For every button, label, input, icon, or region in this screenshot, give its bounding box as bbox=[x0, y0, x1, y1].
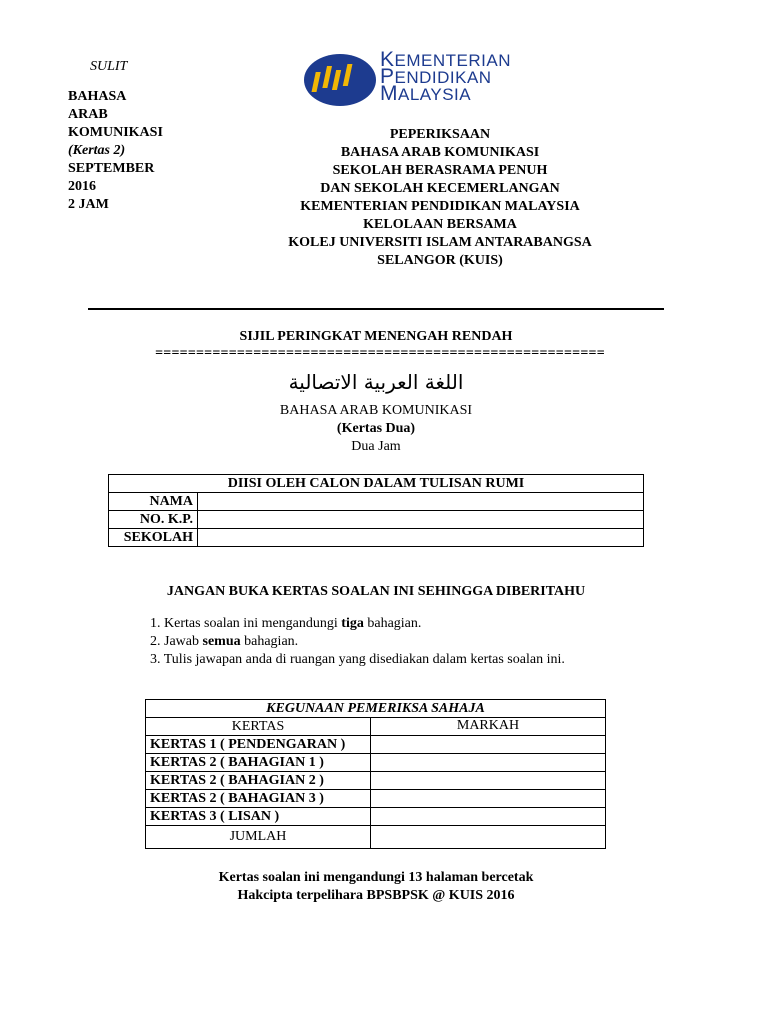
total-cell[interactable] bbox=[371, 826, 606, 849]
page-count: Kertas soalan ini mengandungi 13 halaman bercetak bbox=[218, 870, 534, 885]
mark-cell[interactable] bbox=[371, 754, 606, 772]
examiner-table bbox=[145, 699, 606, 849]
divider bbox=[88, 308, 664, 310]
paper-row-label: KERTAS 1 ( PENDENGARAN ) bbox=[146, 736, 371, 754]
warning-text: JANGAN BUKA KERTAS SOALAN INI SEHINGGA DIBERITAHU bbox=[166, 584, 586, 599]
ministry-logo-text: KEMENTERIAN PENDIDIKAN MALAYSIA bbox=[380, 48, 511, 105]
paper-name: (Kertas Dua) bbox=[336, 421, 416, 436]
footer bbox=[88, 869, 664, 905]
certificate-title: SIJIL PERINGKAT MENENGAH RENDAH bbox=[239, 329, 513, 344]
subject-block bbox=[88, 402, 664, 456]
col-markah-header: MARKAH bbox=[371, 718, 606, 736]
paper-info-line: 2016 bbox=[68, 179, 96, 194]
mark-cell[interactable] bbox=[371, 808, 606, 826]
paper-info-line: (Kertas 2) bbox=[68, 143, 126, 158]
mark-cell[interactable] bbox=[371, 772, 606, 790]
examiner-table-header: KEGUNAAN PEMERIKSA SAHAJA bbox=[146, 700, 606, 718]
equals-divider: ======================================================= bbox=[155, 346, 605, 361]
paper-row-label: KERTAS 3 ( LISAN ) bbox=[146, 808, 371, 826]
paper-info bbox=[68, 88, 163, 214]
instruction-item: 2. Jawab semua bahagian. bbox=[150, 634, 299, 649]
duration: Dua Jam bbox=[351, 439, 401, 454]
arabic-title: اللغة العربية الاتصالية bbox=[288, 370, 464, 394]
exam-heading-line: SEKOLAH BERASRAMA PENUH bbox=[332, 163, 548, 178]
exam-heading-line: PEPERIKSAAN bbox=[389, 127, 491, 142]
sulit-label: SULIT bbox=[90, 59, 128, 74]
candidate-table bbox=[108, 474, 644, 547]
ministry-emblem-icon bbox=[303, 52, 377, 108]
name-field[interactable] bbox=[198, 493, 644, 511]
paper-info-line: 2 JAM bbox=[68, 197, 109, 212]
paper-info-line: KOMUNIKASI bbox=[68, 125, 163, 140]
exam-heading-line: KOLEJ UNIVERSITI ISLAM ANTARABANGSA bbox=[288, 235, 592, 250]
candidate-table-header: DIISI OLEH CALON DALAM TULISAN RUMI bbox=[109, 475, 644, 493]
subject-name: BAHASA ARAB KOMUNIKASI bbox=[279, 403, 473, 418]
exam-heading-line: BAHASA ARAB KOMUNIKASI bbox=[340, 145, 540, 160]
col-kertas-header: KERTAS bbox=[146, 718, 371, 736]
exam-heading-line: SELANGOR (KUIS) bbox=[377, 253, 503, 268]
mark-cell[interactable] bbox=[371, 736, 606, 754]
mark-cell[interactable] bbox=[371, 790, 606, 808]
exam-heading-line: KEMENTERIAN PENDIDIKAN MALAYSIA bbox=[300, 199, 580, 214]
exam-heading-line: DAN SEKOLAH KECEMERLANGAN bbox=[320, 181, 560, 196]
school-label: SEKOLAH bbox=[109, 529, 198, 547]
ministry-logo bbox=[303, 48, 543, 108]
paper-info-line: SEPTEMBER bbox=[68, 161, 155, 176]
paper-info-line: BAHASA bbox=[68, 89, 127, 104]
name-label: NAMA bbox=[109, 493, 198, 511]
instructions bbox=[150, 615, 565, 669]
ic-field[interactable] bbox=[198, 511, 644, 529]
paper-info-line: ARAB bbox=[68, 107, 108, 122]
ic-label: NO. K.P. bbox=[109, 511, 198, 529]
instruction-item: 3. Tulis jawapan anda di ruangan yang disediakan dalam kertas soalan ini. bbox=[150, 652, 565, 667]
instruction-item: 1. Kertas soalan ini mengandungi tiga bahagian. bbox=[150, 616, 422, 631]
total-label: JUMLAH bbox=[146, 826, 371, 849]
paper-row-label: KERTAS 2 ( BAHAGIAN 2 ) bbox=[146, 772, 371, 790]
paper-row-label: KERTAS 2 ( BAHAGIAN 1 ) bbox=[146, 754, 371, 772]
school-field[interactable] bbox=[198, 529, 644, 547]
paper-row-label: KERTAS 2 ( BAHAGIAN 3 ) bbox=[146, 790, 371, 808]
exam-heading-line: KELOLAAN BERSAMA bbox=[363, 217, 517, 232]
copyright: Hakcipta terpelihara BPSBPSK @ KUIS 2016 bbox=[237, 888, 515, 903]
exam-heading bbox=[260, 126, 620, 270]
